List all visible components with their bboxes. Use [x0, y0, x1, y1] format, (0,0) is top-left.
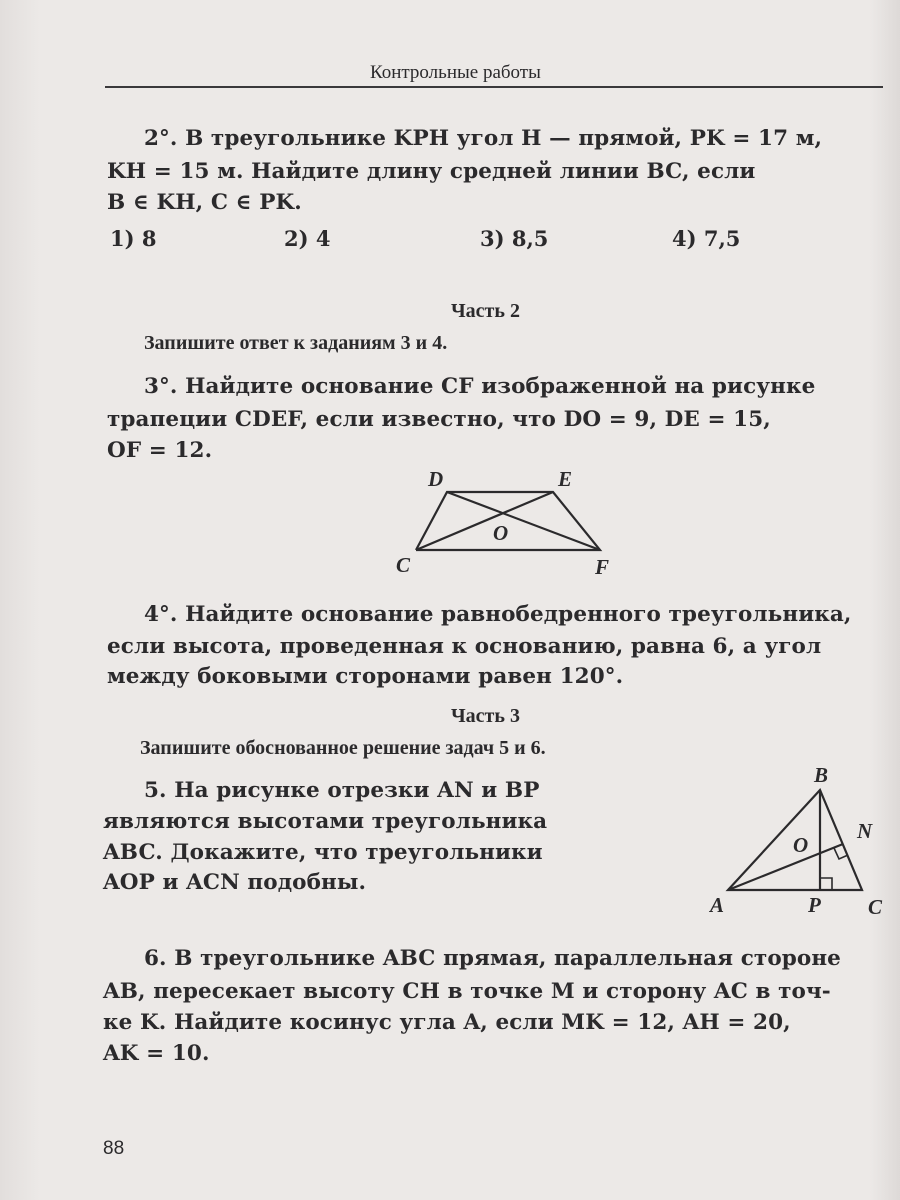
task2-line1: 2°. В треугольнике KPH угол H — прямой, PK = 17 м, — [144, 126, 823, 151]
part3-title: Часть 3 — [451, 705, 520, 727]
task5-line2: являются высотами треугольника — [103, 809, 548, 834]
task6-line4: AK = 10. — [103, 1041, 210, 1066]
right-angle-p — [820, 878, 832, 890]
task3-line1: 3°. Найдите основание CF изображенной на рисунке — [144, 374, 816, 399]
task2-option-3: 3) 8,5 — [480, 226, 549, 251]
task5-line3: ABC. Докажите, что треугольники — [103, 840, 543, 865]
task2-option-2: 2) 4 — [284, 226, 331, 251]
altitude-an — [728, 844, 843, 890]
task2-line3: B ∈ KH, C ∈ PK. — [107, 190, 302, 215]
header-rule — [105, 86, 883, 88]
label-f: F — [595, 555, 610, 579]
task3-line2: трапеции CDEF, если известно, что DO = 9, DE = 15, — [107, 407, 771, 432]
label-c: C — [868, 895, 883, 919]
label-c: C — [396, 553, 411, 577]
page-number: 88 — [103, 1138, 125, 1159]
task6-line1: 6. В треугольнике ABC прямая, параллельная стороне — [144, 946, 841, 971]
task3-line3: OF = 12. — [107, 438, 213, 463]
task5-line1: 5. На рисунке отрезки AN и BP — [144, 778, 540, 803]
label-o: O — [493, 521, 509, 545]
label-o: O — [793, 833, 809, 857]
part2-instruction: Запишите ответ к заданиям 3 и 4. — [144, 332, 448, 354]
task5-line4: AOP и ACN подобны. — [103, 870, 367, 895]
task2-option-4: 4) 7,5 — [672, 226, 741, 251]
task6-line2: AB, пересекает высоту CH в точке M и сторону AC в точ- — [103, 979, 831, 1004]
label-d: D — [428, 467, 444, 491]
task6-line3: ке K. Найдите косинус угла A, если MK = 12, AH = 20, — [103, 1010, 791, 1035]
part3-instruction: Запишите обоснованное решение задач 5 и 6. — [140, 737, 546, 759]
task2-line2: KH = 15 м. Найдите длину средней линии BC, если — [107, 159, 756, 184]
running-header: Контрольные работы — [370, 62, 541, 83]
label-p: P — [808, 893, 821, 917]
trapezoid-figure — [390, 462, 630, 582]
diagonal-ce — [416, 492, 553, 550]
label-a: A — [710, 893, 725, 917]
label-n: N — [857, 819, 873, 843]
task4-line2: если высота, проведенная к основанию, равна 6, а угол — [107, 634, 822, 659]
task2-option-1: 1) 8 — [110, 226, 157, 251]
triangle-abc-figure — [700, 760, 900, 925]
task4-line3: между боковыми сторонами равен 120°. — [107, 664, 624, 689]
part2-title: Часть 2 — [451, 300, 520, 322]
task4-line1: 4°. Найдите основание равнобедренного треугольника, — [144, 602, 852, 627]
label-b: B — [814, 763, 829, 787]
label-e: E — [558, 467, 573, 491]
